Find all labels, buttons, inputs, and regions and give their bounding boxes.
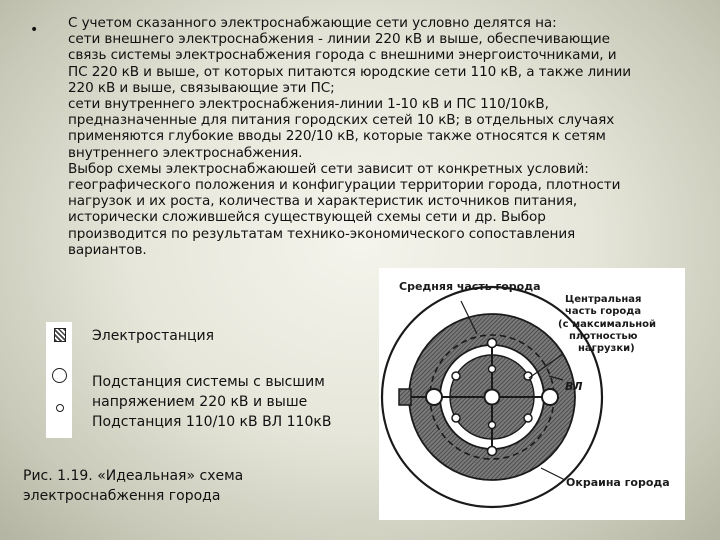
city-supply-diagram [379, 268, 685, 520]
legend-substation-high-line1: Подстанция системы с высшим [92, 374, 325, 390]
substation-110-10-icon [452, 414, 460, 422]
diagram-svg [379, 268, 685, 520]
label-outskirts: Окраина города [566, 476, 670, 489]
figure-caption [23, 466, 283, 506]
power-plant-icon [399, 389, 411, 405]
paragraph-line: связь системы электроснабжения города с внешними энергоисточниками, и [68, 47, 617, 64]
label-center-line: Центральная [565, 294, 642, 305]
legend-substation-low-label: Подстанция 110/10 кВ ВЛ 110кВ [92, 414, 332, 430]
caption-line: электроснабження города [23, 488, 221, 504]
legend-symbols [46, 322, 72, 438]
paragraph-line: 220 кВ и выше, связывающие эти ПС; [68, 79, 335, 96]
paragraph-line: внутреннего электроснабжения. [68, 144, 303, 161]
paragraph-line: С учетом сказанного электроснабжающие сети условно делятся на: [68, 15, 557, 31]
substation-110-10-icon [452, 372, 460, 380]
power-plant-icon [54, 328, 66, 342]
substation-110-10-icon [488, 339, 497, 348]
paragraph-line: вариантов. [68, 241, 147, 258]
substation-high-voltage-icon [426, 389, 442, 405]
substation-110-10-icon [489, 366, 496, 373]
label-center-line: (с максимальной [558, 319, 656, 330]
paragraph-line: производится по результатам технико-экономического сопоставления [68, 225, 576, 242]
substation-high-voltage-icon [52, 368, 67, 383]
main-paragraph [68, 15, 668, 258]
substation-high-voltage-icon [542, 389, 558, 405]
paragraph-line: сети внешнего электроснабжения - линии 220 кВ и выше, обеспечивающие [68, 31, 610, 48]
label-center-line: часть города [565, 306, 642, 317]
paragraph-line: применяются глубокие вводы 220/10 кВ, которые также относятся к сетям [68, 128, 606, 145]
paragraph-line: Выбор схемы электроснабжаюшей сети зависит от конкретных условий: [68, 160, 589, 177]
legend-power-plant-label: Электростанция [92, 328, 215, 344]
caption-line: Рис. 1.19. «Идеальная» схема [23, 468, 244, 484]
substation-110-10-icon [524, 414, 532, 422]
paragraph-line: географического положения и конфигурации территории города, плотности [68, 177, 621, 194]
paragraph-line: нагрузок и их роста, количества и характеристик источников питания, [68, 193, 578, 210]
label-center-line: плотностью [569, 331, 638, 342]
substation-110-10-icon [489, 422, 496, 429]
paragraph-line: ПС 220 кВ и выше, от которых питаются юродские сети 110 кВ, а также линии [68, 63, 632, 80]
legend-substation-high-line2: напряжением 220 кВ и выше [92, 394, 308, 410]
legend-substation-high-label [92, 372, 325, 412]
substation-high-voltage-icon [485, 390, 500, 405]
substation-110-10-icon [56, 404, 64, 412]
label-middle-part: Средняя часть города [399, 280, 541, 293]
substation-110-10-icon [488, 447, 497, 456]
paragraph-line: исторически сложившейся существующей схемы сети и др. Выбор [68, 209, 546, 226]
label-vl: ВЛ [565, 380, 583, 393]
paragraph-line: сети внутреннего электроснабжения-линии 1-10 кВ и ПС 110/10кВ, [68, 96, 549, 113]
paragraph-line: предназначенные для питания городских сетей 10 кВ; в отдельных случаях [68, 112, 615, 129]
bullet: • [30, 22, 39, 38]
label-center-line: нагрузки) [578, 343, 635, 354]
